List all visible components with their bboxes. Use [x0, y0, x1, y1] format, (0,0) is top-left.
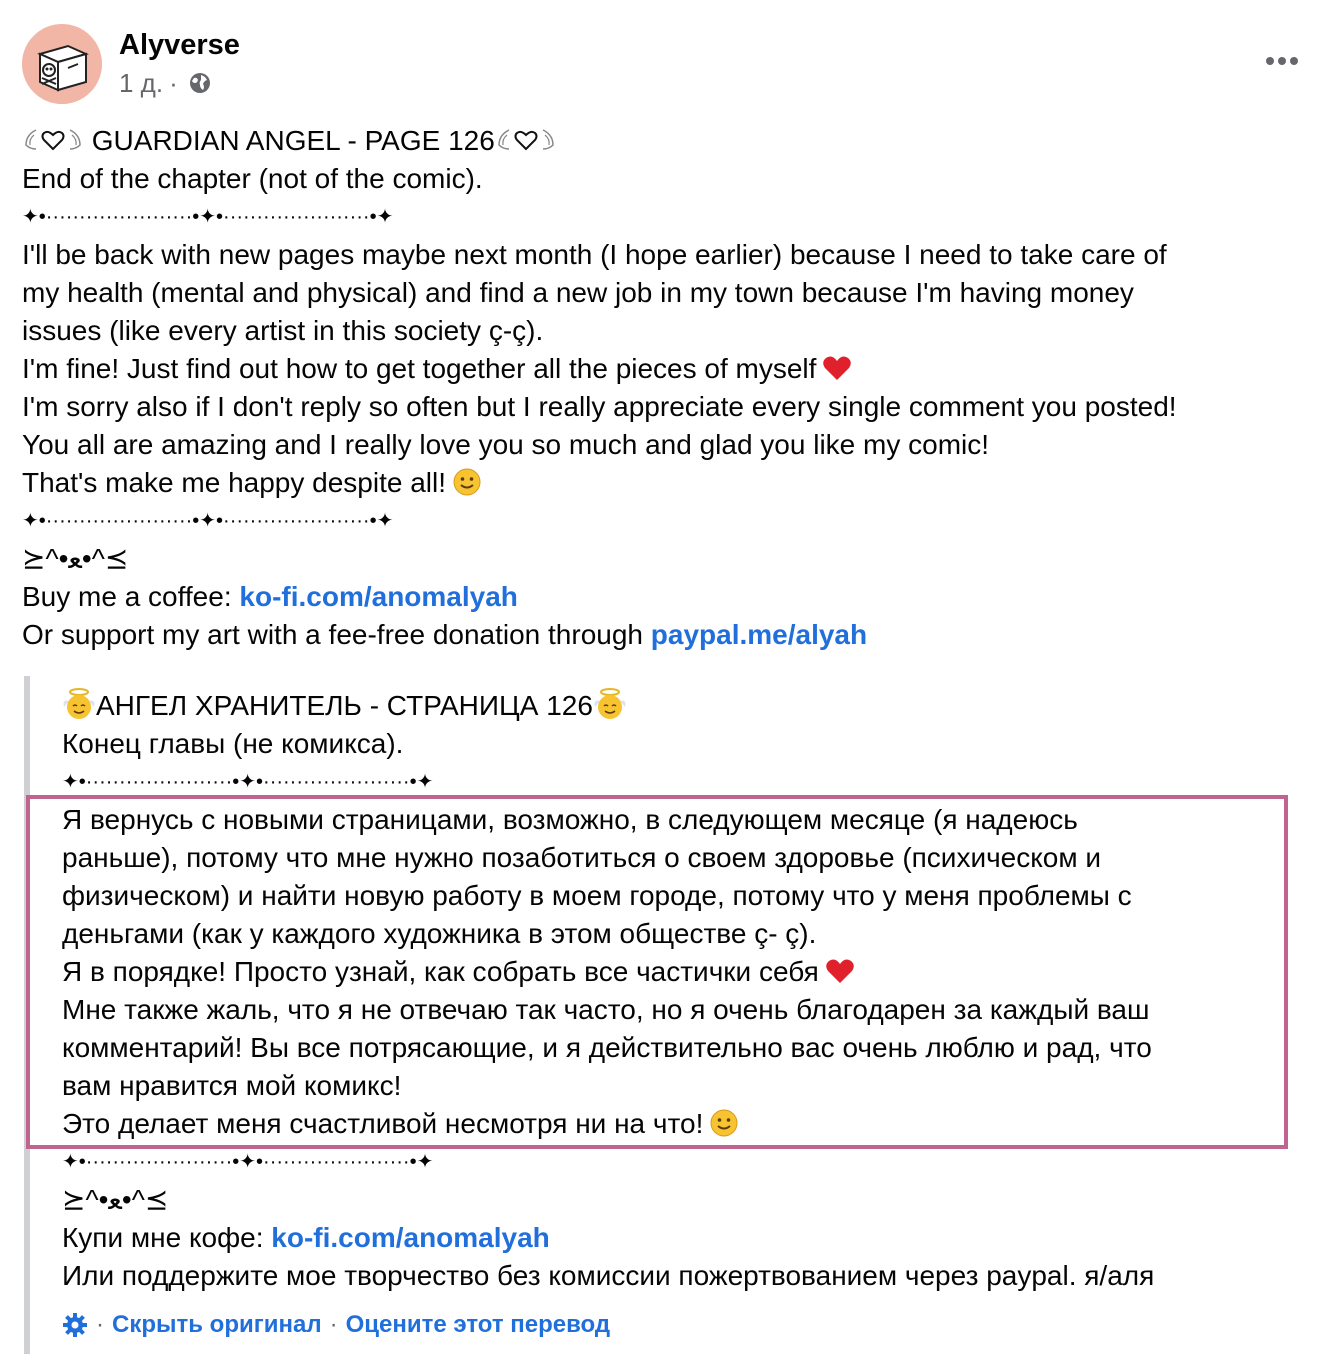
translation-footer [62, 1309, 610, 1341]
angel-emoji-icon [62, 687, 96, 721]
decorative-separator: ✦•······················•✦•······················•✦ [22, 510, 394, 532]
translation-title: АНГЕЛ ХРАНИТЕЛЬ - СТРАНИЦА 126 [96, 690, 593, 721]
wing-left-icon [495, 127, 513, 153]
heart-outline-icon [513, 127, 539, 153]
wing-right-icon [539, 127, 557, 153]
coffee-label: Buy me a coffee: [22, 581, 240, 612]
red-heart-icon [822, 353, 852, 383]
kaomoji: ⪰^•ﻌ•^⪯ [62, 1184, 169, 1215]
post-line-with-heart [22, 350, 1177, 388]
globe-icon[interactable] [188, 71, 212, 95]
post-line: I'll be back with new pages maybe next month (I hope earlier) because I need to take care of [22, 239, 1167, 270]
angel-emoji-icon [593, 687, 627, 721]
heart-outline-icon [40, 127, 66, 153]
post-title-line [22, 122, 1177, 160]
decorative-separator: ✦•······················•✦•······················•✦ [62, 771, 434, 793]
skull-cube-avatar-icon [22, 24, 102, 104]
kofi-link[interactable]: ko-fi.com/anomalyah [271, 1222, 550, 1253]
translation-line: физическом) и найти новую работу в моем городе, потому что у меня проблемы с [62, 880, 1132, 911]
translation-title-line [62, 687, 1154, 725]
post-line: my health (mental and physical) and find a new job in my town because I'm having money [22, 277, 1134, 308]
translation-line: Я вернусь с новыми страницами, возможно, в следующем месяце (я надеюсь [62, 804, 1078, 835]
avatar[interactable] [22, 24, 102, 104]
kofi-link[interactable]: ko-fi.com/anomalyah [239, 581, 518, 612]
support-label: Or support my art with a fee-free donation through [22, 619, 651, 650]
post-text [22, 122, 1177, 654]
translation-line: Я в порядке! Просто узнай, как собрать все частички себя [62, 956, 819, 987]
hide-original-link[interactable]: Скрыть оригинал [112, 1311, 322, 1338]
translation-line: вам нравится мой комикс! [62, 1070, 402, 1101]
meta-separator: · [169, 68, 178, 98]
translation-line: раньше), потому что мне нужно позаботиться о своем здоровье (психическом и [62, 842, 1102, 873]
wing-right-icon [66, 127, 84, 153]
post-line: I'm sorry also if I don't reply so often but I really appreciate every single comment you posted! [22, 391, 1177, 422]
post-time[interactable]: 1 д. [119, 68, 164, 98]
translation-line: комментарий! Вы все потрясающие, и я действительно вас очень люблю и рад, что [62, 1032, 1152, 1063]
post-line-with-smile [22, 464, 1177, 502]
support-line: Или поддержите мое творчество без комиссии пожертвованием через paypal. я/аля [62, 1260, 1155, 1291]
translation-line: Это делает меня счастливой несмотря ни на что! [62, 1108, 704, 1139]
post-line: issues (like every artist in this society ç-ç). [22, 315, 544, 346]
translation-line: деньгами (как у каждого художника в этом обществе ç- ç). [62, 918, 817, 949]
post-title: GUARDIAN ANGEL - PAGE 126 [91, 125, 495, 156]
footer-separator: · [329, 1311, 338, 1338]
highlight-annotation-box [26, 795, 1288, 1149]
post-line: That's make me happy despite all! [22, 467, 447, 498]
kaomoji: ⪰^•ﻌ•^⪯ [22, 543, 129, 574]
more-options-button[interactable] [1262, 46, 1302, 76]
post-line: You all are amazing and I really love you so much and glad you like my comic! [22, 429, 990, 460]
coffee-line [22, 578, 1177, 616]
coffee-line [62, 1219, 1154, 1257]
author-name[interactable]: Alyverse [119, 29, 240, 61]
smiling-face-icon [452, 467, 482, 497]
coffee-label: Купи мне кофе: [62, 1222, 272, 1253]
post-line: I'm fine! Just find out how to get together all the pieces of myself [22, 353, 817, 384]
rate-translation-link[interactable]: Оцените этот перевод [345, 1311, 611, 1338]
translation-line: Конец главы (не комикса). [62, 728, 404, 759]
decorative-separator: ✦•······················•✦•······················•✦ [62, 1151, 434, 1173]
translation-line: Мне также жаль, что я не отвечаю так часто, но я очень благодарен за каждый ваш [62, 994, 1150, 1025]
wing-left-icon [22, 127, 40, 153]
gear-icon[interactable] [62, 1312, 88, 1338]
paypal-link[interactable]: paypal.me/alyah [650, 619, 868, 650]
footer-separator: · [96, 1311, 104, 1338]
more-dots-icon [1265, 56, 1299, 66]
support-line [22, 616, 1177, 654]
decorative-separator: ✦•······················•✦•······················•✦ [22, 206, 394, 228]
post-meta [119, 66, 212, 100]
post-line: End of the chapter (not of the comic). [22, 163, 483, 194]
